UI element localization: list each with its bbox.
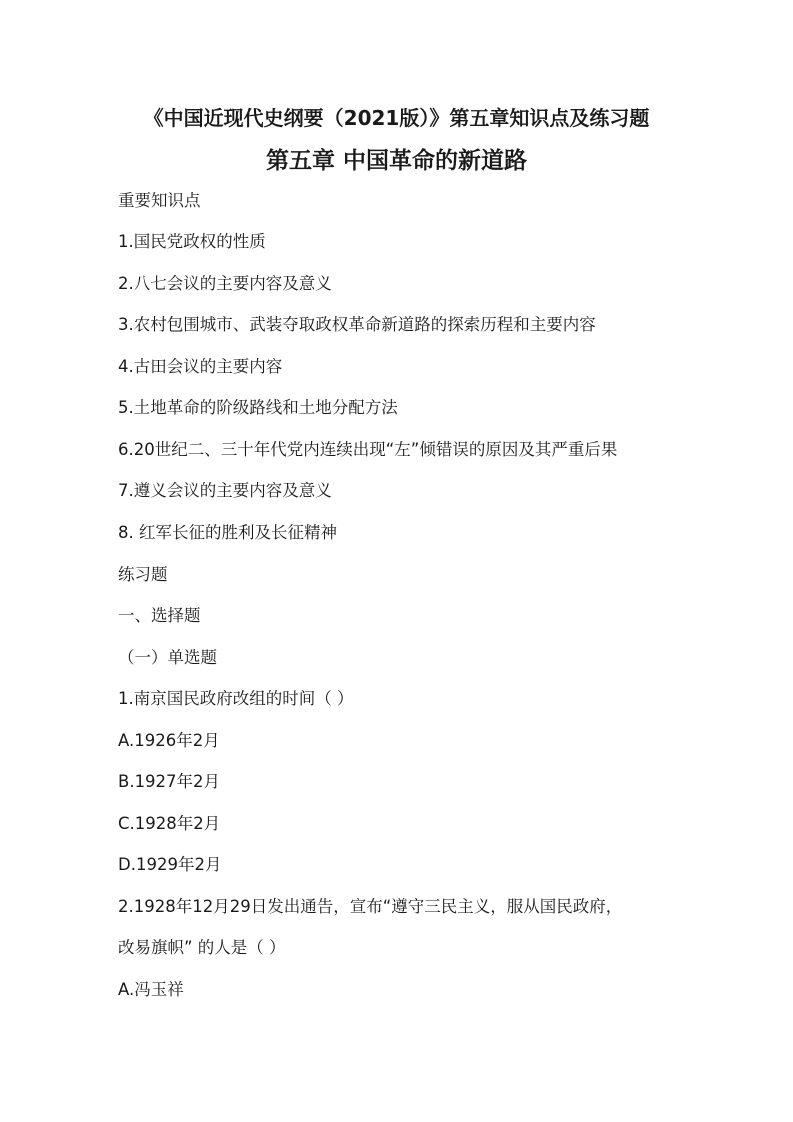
chapter-title: 第五章 中国革命的新道路 [265,148,527,174]
question-stem: 1.南京国民政府改组的时间（ ） [118,689,354,708]
knowledge-point: 4.古田会议的主要内容 [118,357,283,376]
section-heading: 一、选择题 [118,606,201,625]
document-title: 《中国近现代史纲要（2021版）》第五章知识点及练习题 [143,106,650,130]
answer-option: A.冯玉祥 [118,980,184,999]
knowledge-heading: 重要知识点 [118,191,201,210]
knowledge-point: 7.遵义会议的主要内容及意义 [118,481,332,500]
knowledge-point: 2.八七会议的主要内容及意义 [118,274,332,293]
answer-option: C.1928年2月 [118,814,221,833]
knowledge-point: 1.国民党政权的性质 [118,232,266,251]
subsection-heading: （一）单选题 [118,648,217,667]
question-stem-continued: 改易旗帜” 的人是（ ） [118,938,286,957]
answer-option: A.1926年2月 [118,731,220,750]
answer-option: D.1929年2月 [118,855,222,874]
question-stem: 2.1928年12月29日发出通告，宣布“遵守三民主义，服从国民政府， [118,897,623,916]
knowledge-point: 6.20世纪二、三十年代党内连续出现“左”倾错误的原因及其严重后果 [118,440,618,459]
answer-option: B.1927年2月 [118,772,221,791]
exercise-heading: 练习题 [118,565,168,584]
knowledge-point: 5.土地革命的阶级路线和土地分配方法 [118,398,398,417]
knowledge-point: 8. 红军长征的胜利及长征精神 [118,523,337,542]
knowledge-point: 3.农村包围城市、武装夺取政权革命新道路的探索历程和主要内容 [118,315,596,334]
